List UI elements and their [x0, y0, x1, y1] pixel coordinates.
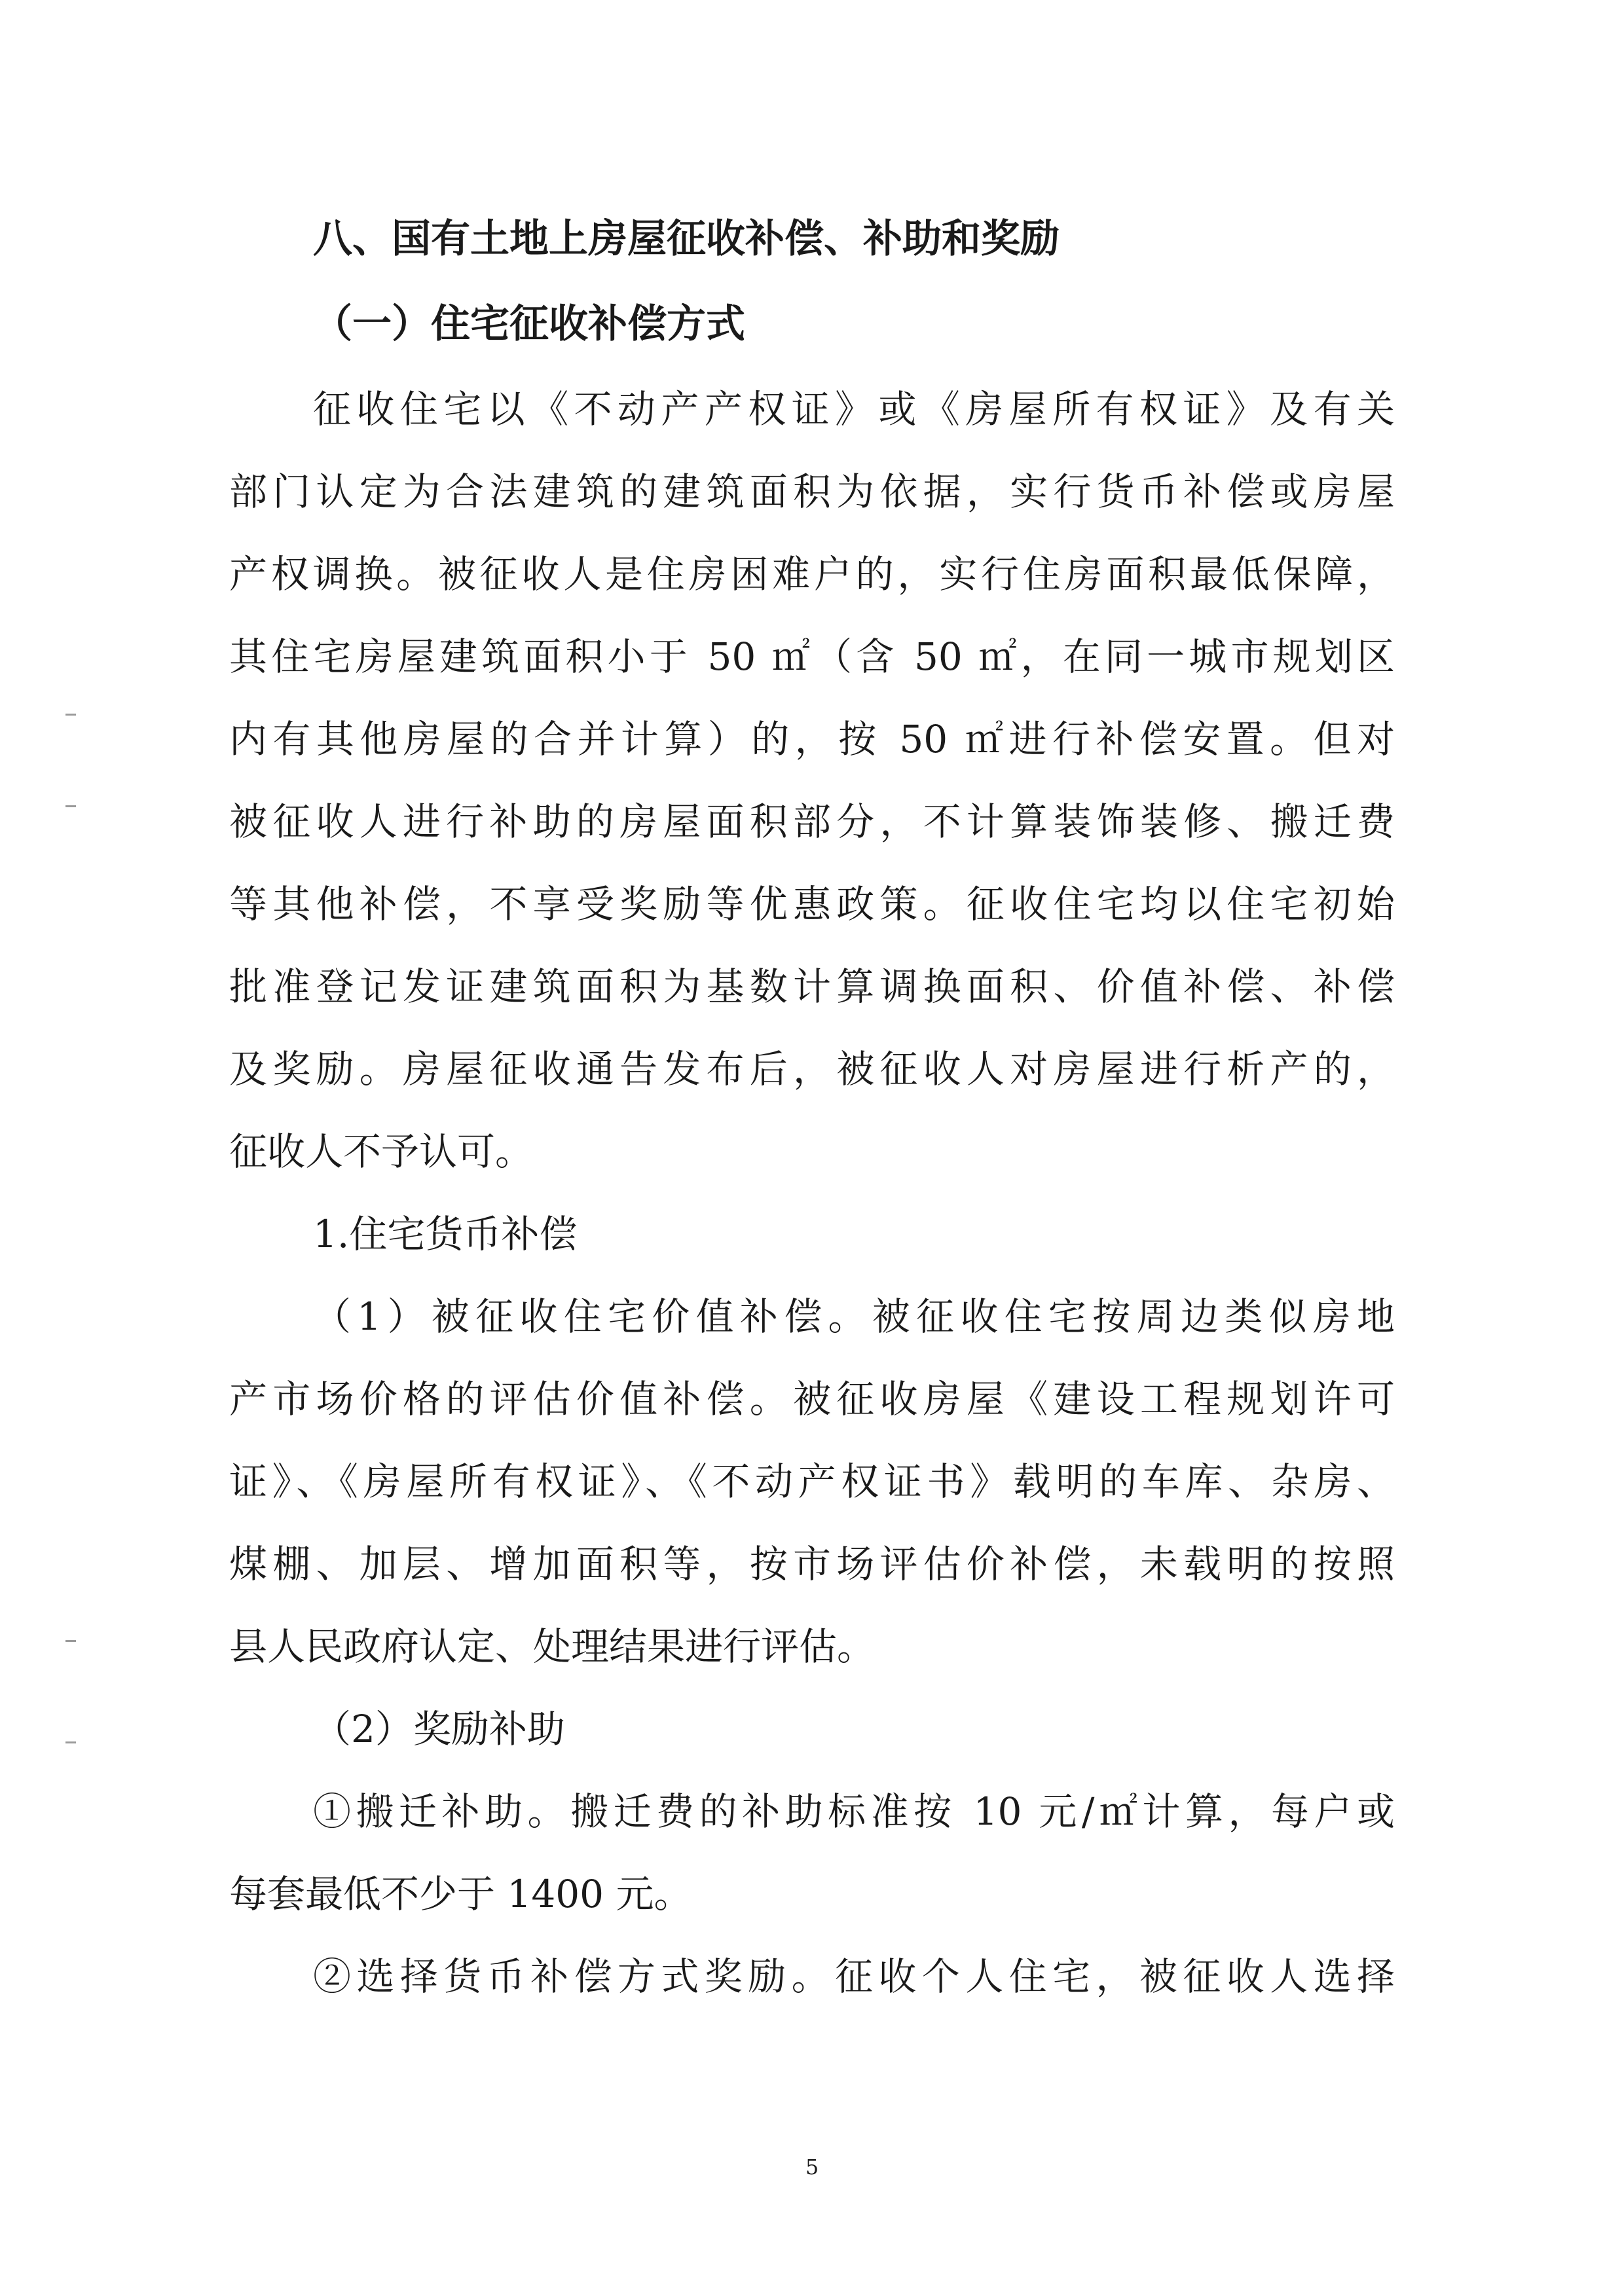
paragraph-line: 部门认定为合法建筑的建筑面积为依据，实行货币补偿或房屋 — [229, 469, 1395, 514]
paragraph-line: （1）被征收住宅价值补偿。被征收住宅按周边类似房地 — [313, 1294, 1395, 1339]
paragraph-line: 及奖励。房屋征收通告发布后，被征收人对房屋进行析产的， — [229, 1047, 1395, 1091]
paragraph-line: 其住宅房屋建筑面积小于 50 ㎡（含 50 ㎡，在同一城市规划区 — [229, 634, 1395, 679]
paragraph-line: 证》、《房屋所有权证》、《不动产权证书》载明的车库、杂房、 — [229, 1459, 1395, 1504]
paragraph-line: 批准登记发证建筑面积为基数计算调换面积、价值补偿、补偿 — [229, 964, 1395, 1009]
item2-title: （2）奖励补助 — [313, 1707, 565, 1751]
subheading: （一）住宅征收补偿方式 — [313, 301, 745, 347]
paragraph-line: 等其他补偿，不享受奖励等优惠政策。征收住宅均以住宅初始 — [229, 882, 1395, 926]
scan-mark — [65, 805, 76, 807]
paragraph-line: 征收住宅以《不动产产权证》或《房屋所有权证》及有关 — [313, 387, 1395, 431]
paragraph-line: 被征收人进行补助的房屋面积部分，不计算装饰装修、搬迁费 — [229, 799, 1395, 844]
paragraph-line: 每套最低不少于 1400 元。 — [229, 1872, 692, 1916]
scan-mark — [65, 714, 76, 716]
scan-mark — [65, 1640, 76, 1642]
paragraph-line: ②选择货币补偿方式奖励。征收个人住宅，被征收人选择 — [313, 1954, 1395, 1999]
paragraph-line: 内有其他房屋的合并计算）的，按 50 ㎡进行补偿安置。但对 — [229, 717, 1395, 761]
paragraph-line: 产权调换。被征收人是住房困难户的，实行住房面积最低保障， — [229, 552, 1395, 596]
page-number: 5 — [805, 2155, 819, 2179]
paragraph-line: 产市场价格的评估价值补偿。被征收房屋《建设工程规划许可 — [229, 1377, 1395, 1421]
scan-mark — [65, 1741, 76, 1743]
section-heading: 八、国有土地上房屋征收补偿、补助和奖励 — [313, 216, 1060, 262]
paragraph-line: ①搬迁补助。搬迁费的补助标准按 10 元/㎡计算，每户或 — [313, 1789, 1395, 1834]
item1-title: 1.住宅货币补偿 — [313, 1212, 578, 1256]
paragraph-line: 征收人不予认可。 — [229, 1129, 534, 1174]
paragraph-line: 县人民政府认定、处理结果进行评估。 — [229, 1624, 876, 1669]
paragraph-line: 煤棚、加层、增加面积等，按市场评估价补偿，未载明的按照 — [229, 1542, 1395, 1586]
